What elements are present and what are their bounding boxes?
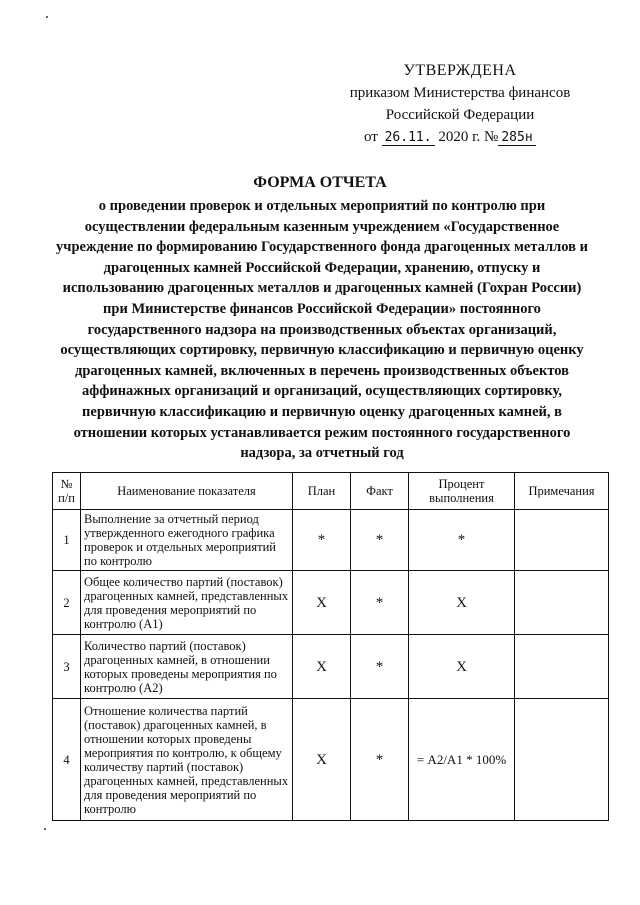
scan-speck [46, 16, 48, 18]
row-fact: * [351, 510, 409, 571]
row-num: 3 [53, 635, 81, 699]
handwritten-number: 285н [498, 130, 535, 146]
row-fact: * [351, 699, 409, 821]
row-num: 1 [53, 510, 81, 571]
header-num: № п/п [53, 473, 81, 510]
row-percent: X [409, 635, 515, 699]
header-plan: План [293, 473, 351, 510]
form-subtitle: о проведении проверок и отдельных мероприятий по контролю при осуществлении федеральным казенным учреждением «Государственное учреждение по формированию Государственного фонда драгоценных металлов и драгоценных камней Российской Федерации, хранению, отпуску и использованию драгоценных металлов и драгоценных камней (Гохран России) при Министерстве финансов Российской Федерации» постоянного государственного надзора на производственных объектах организаций, осуществляющих сортировку, первичную классификацию и первичную оценку драгоценных камней, включенных в перечень производственных объектов аффинажных организаций и организаций, осуществляющих сортировку, первичную классификацию и первичную оценку драгоценных камней, в отношении которых устанавливается режим постоянного государственного надзора, за отчетный год [56, 198, 588, 462]
row-percent: = А2/А1 * 100% [409, 699, 515, 821]
row-num: 2 [53, 571, 81, 635]
approval-stamp-block [340, 60, 580, 149]
approval-line-country: Российской Федерации [385, 107, 535, 123]
row-indicator-name: Отношение количества партий (поставок) драгоценных камней, в отношении которых проведены мероприятия по контролю, к общему количеству партий (поставок) драгоценных камней, представленных для проведения мероприятий по контролю [81, 699, 293, 821]
table-row [53, 510, 609, 571]
date-prefix: от [364, 129, 378, 145]
row-notes [515, 635, 609, 699]
row-fact: * [351, 635, 409, 699]
table-row [53, 571, 609, 635]
row-indicator-name: Общее количество партий (поставок) драгоценных камней, представленных для проведения мероприятий по контролю (А1) [81, 571, 293, 635]
form-title: ФОРМА ОТЧЕТА [253, 174, 387, 191]
row-num: 4 [53, 699, 81, 821]
row-percent: * [409, 510, 515, 571]
row-percent: X [409, 571, 515, 635]
row-notes [515, 571, 609, 635]
header-notes: Примечания [515, 473, 609, 510]
row-plan: X [293, 571, 351, 635]
scan-speck [44, 828, 46, 830]
row-fact: * [351, 571, 409, 635]
handwritten-date: 26.11. [382, 130, 435, 146]
table-row [53, 635, 609, 699]
header-fact: Факт [351, 473, 409, 510]
year-text: 2020 г. [438, 129, 481, 145]
row-plan: X [293, 635, 351, 699]
number-prefix: № [484, 129, 499, 145]
row-notes [515, 699, 609, 821]
row-indicator-name: Выполнение за отчетный период утвержденного ежегодного графика проверок и отдельных мероприятий по контролю [81, 510, 293, 571]
table-row [53, 699, 609, 821]
row-plan: X [293, 699, 351, 821]
row-plan: * [293, 510, 351, 571]
approval-title: УТВЕРЖДЕНА [403, 62, 517, 79]
table-header-row [53, 473, 609, 510]
approval-date-line [340, 126, 580, 149]
row-notes [515, 510, 609, 571]
approval-line-ministry: приказом Министерства финансов [349, 85, 571, 101]
header-percent: Процент выполнения [409, 473, 515, 510]
report-table [52, 472, 609, 821]
header-name: Наименование показателя [81, 473, 293, 510]
row-indicator-name: Количество партий (поставок) драгоценных камней, в отношении которых проведены мероприятия по контролю (А2) [81, 635, 293, 699]
